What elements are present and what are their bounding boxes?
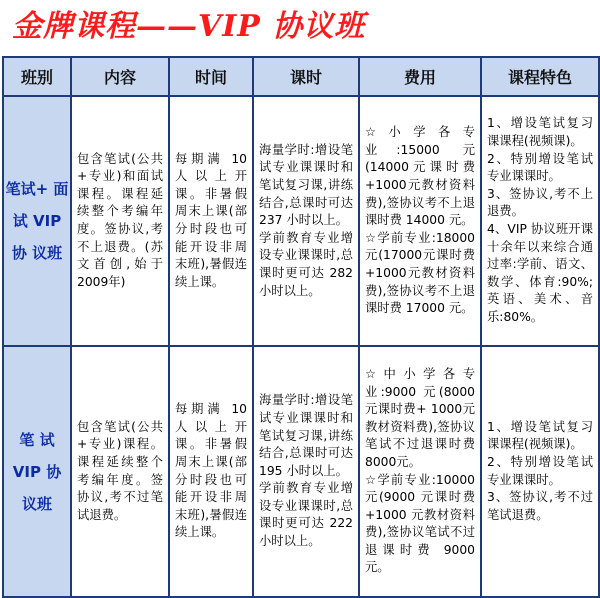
header-features: 课程特色 bbox=[481, 57, 599, 96]
fee-item: ☆中小学各专业:9000 元(8000元课时费+ 1000元教材资料费),签协议笔试不过退课时费 8000元。 bbox=[365, 366, 475, 469]
hours-cell bbox=[253, 96, 359, 346]
time-cell: 每期满 10 人以上开课。非暑假周末上课(部分时段也可能开设非周末班),暑假连续上课。 bbox=[169, 346, 253, 597]
hours-text: 海量学时:增设笔试专业课课时和笔试复习课,讲练结合,总课时可达 237 小时以上。 bbox=[259, 142, 353, 228]
header-hours: 课时 bbox=[253, 57, 359, 96]
class-name-line: 议班 bbox=[32, 244, 63, 262]
feature-item: 2、特别增设笔试专业课课时。 bbox=[487, 454, 593, 487]
feature-item: 4、VIP 协议班开课十余年以来综合通过率:学前、语文、数学、体育:90%;英语、美术、音乐:80%。 bbox=[487, 222, 593, 324]
feature-item: 3、签协议,考不上退费。 bbox=[487, 186, 593, 219]
fee-item: ☆学前专业:10000 元(9000 元课时费+1000 元教材资料费),签协议笔试不过退课时费 9000 元。 bbox=[365, 472, 475, 575]
feature-item: 1、增设笔试复习课课程(视频课)。 bbox=[487, 116, 593, 149]
class-name-line: 面试 bbox=[12, 180, 69, 230]
class-name-line: 笔 试 bbox=[19, 430, 55, 449]
class-name-line: 笔试+ bbox=[5, 180, 49, 198]
fee-item: ☆小学各专业:15000 元(14000元课时费+1000元教材资料费),签协议考不上退课时费 14000 元。 bbox=[365, 125, 475, 228]
fees-cell bbox=[359, 96, 481, 346]
features-cell bbox=[481, 346, 599, 597]
class-name-line: VIP 协 bbox=[11, 212, 62, 262]
header-content: 内容 bbox=[71, 57, 169, 96]
feature-item: 2、特别增设笔试专业课课时。 bbox=[487, 151, 593, 184]
hours-text: 海量学时:增设笔试专业课课时和笔试复习课,讲练结合,总课时可达 195 小时以上。 bbox=[259, 393, 353, 478]
fee-item: ☆学前专业:18000 元(17000元课时费+1000元教材资料费),签协议考不上退课时费 17000 元。 bbox=[365, 230, 475, 316]
content-cell: 包含笔试(公共+专业)和面试课程。课程延续整个考编年度。签协议,考不上退费。(苏文首创,始于2009年) bbox=[71, 96, 169, 346]
table-header-row bbox=[3, 57, 599, 96]
class-name-line: 议班 bbox=[21, 494, 52, 513]
class-name-cell bbox=[3, 96, 71, 346]
header-fees: 费用 bbox=[359, 57, 481, 96]
table-row bbox=[3, 96, 599, 346]
fees-cell bbox=[359, 346, 481, 597]
hours-text: 学前教育专业增设专业课课时,总课时更可达 222 小时以上。 bbox=[259, 481, 353, 549]
course-table bbox=[2, 56, 600, 598]
feature-item: 1、增设笔试复习课课程(视频课)。 bbox=[487, 419, 593, 452]
page-title: 金牌课程——VIP 协议班 bbox=[12, 9, 366, 44]
content-cell: 包含笔试(公共+专业)课程。课程延续整个考编年度。签协议,考不过笔试退费。 bbox=[71, 346, 169, 597]
header-class: 班别 bbox=[3, 57, 71, 96]
header-time: 时间 bbox=[169, 57, 253, 96]
features-cell bbox=[481, 96, 599, 346]
class-name-cell bbox=[3, 346, 71, 597]
class-name-line: VIP 协 bbox=[12, 462, 62, 481]
feature-item: 3、签协议,考不过笔试退费。 bbox=[487, 490, 593, 522]
hours-text: 学前教育专业增设专业课课时,总课时更可达 282 小时以上。 bbox=[259, 230, 353, 298]
table-row bbox=[3, 346, 599, 597]
time-cell: 每期满 10 人以上开课。非暑假周末上课(部分时段也可能开设非周末班),暑假连续上课。 bbox=[169, 96, 253, 346]
hours-cell bbox=[253, 346, 359, 597]
